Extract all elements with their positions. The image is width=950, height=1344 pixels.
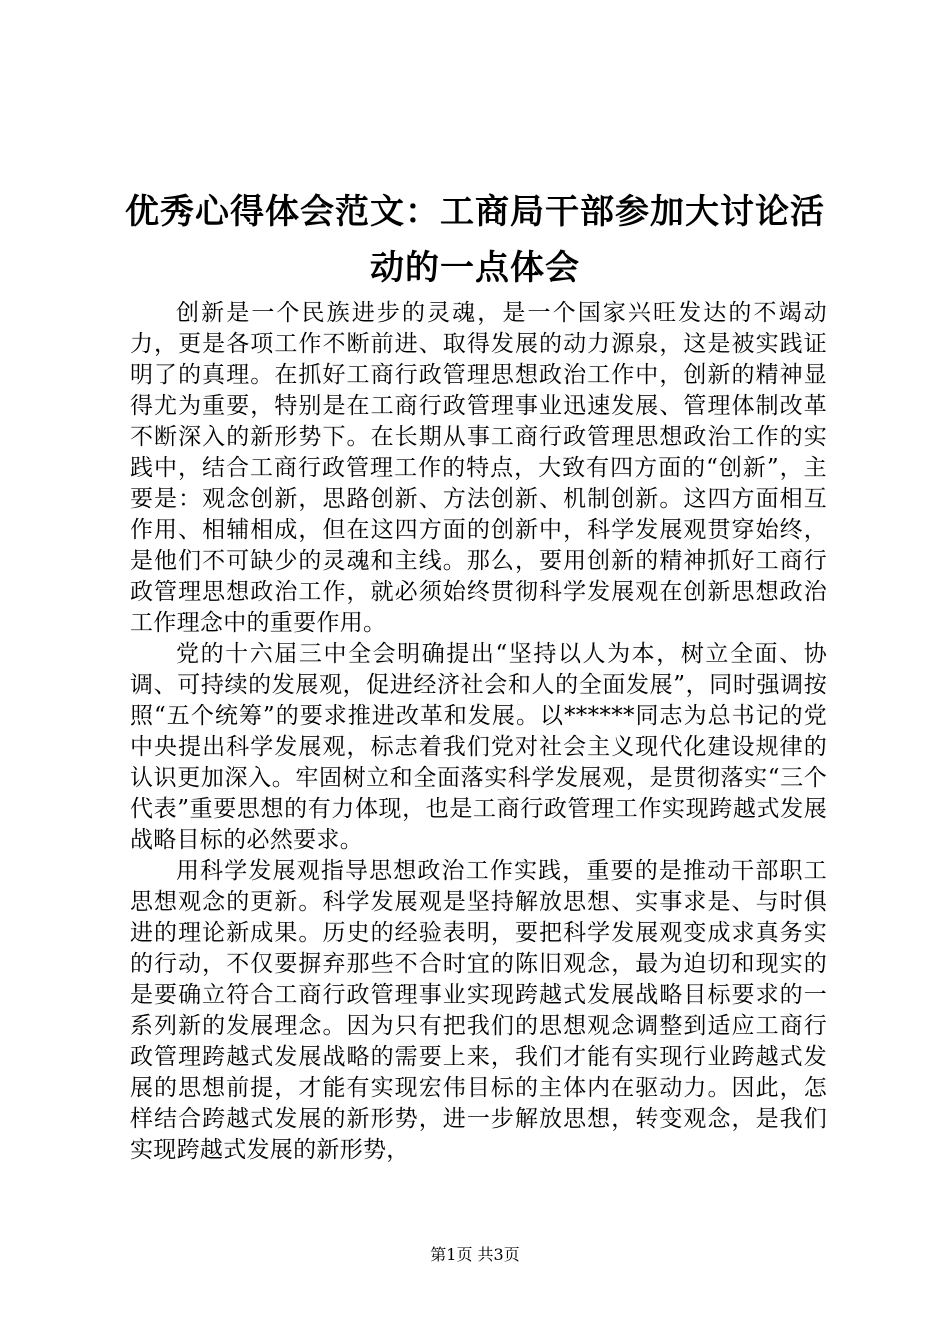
paragraph-2: 党的十六届三中全会明确提出“坚持以人为本，树立全面、协调、可持续的发展观，促进经济社会和人的全面发展”，同时强调按照“五个统筹”的要求推进改革和发展。以******同志为总书记的党中央提出科学发展观，标志着我们党对社会主义现代化建设规律的认识更加深入。牢固树立和全面落实科学发展观，是贯彻落实“三个代表”重要思想的有力体现，也是工商行政管理工作实现跨越式发展战略目标的必然要求。 <box>130 641 827 853</box>
document-body <box>130 298 827 1166</box>
page-footer <box>0 1244 950 1266</box>
paragraph-1: 创新是一个民族进步的灵魂，是一个国家兴旺发达的不竭动力，更是各项工作不断前进、取得发展的动力源泉，这是被实践证明了的真理。在抓好工商行政管理思想政治工作中，创新的精神显得尤为重要，特别是在工商行政管理事业迅速发展、管理体制改革不断深入的新形势下。在长期从事工商行政管理思想政治工作的实践中，结合工商行政管理工作的特点，大致有四方面的“创新”，主要是：观念创新，思路创新、方法创新、机制创新。这四方面相互作用、相辅相成，但在这四方面的创新中，科学发展观贯穿始终，是他们不可缺少的灵魂和主线。那么，要用创新的精神抓好工商行政管理思想政治工作，就必须始终贯彻科学发展观在创新思想政治工作理念中的重要作用。 <box>130 300 827 636</box>
page-number-total: 共3页 <box>477 1245 520 1264</box>
page-number-current: 第1页 <box>430 1245 473 1264</box>
document-title: 优秀心得体会范文：工商局干部参加大讨论活动的一点体会 <box>125 192 825 288</box>
paragraph-3: 用科学发展观指导思想政治工作实践，重要的是推动干部职工思想观念的更新。科学发展观是坚持解放思想、实事求是、与时俱进的理论新成果。历史的经验表明，要把科学发展观变成求真务实的行动，不仅要摒弃那些不合时宜的陈旧观念，最为迫切和现实的是要确立符合工商行政管理事业实现跨越式发展战略目标要求的一系列新的发展理念。因为只有把我们的思想观念调整到适应工商行政管理跨越式发展战略的需要上来，我们才能有实现行业跨越式发展的思想前提，才能有实现宏伟目标的主体内在驱动力。因此，怎样结合跨越式发展的新形势，进一步解放思想，转变观念，是我们实现跨越式发展的新形势， <box>130 858 827 1163</box>
